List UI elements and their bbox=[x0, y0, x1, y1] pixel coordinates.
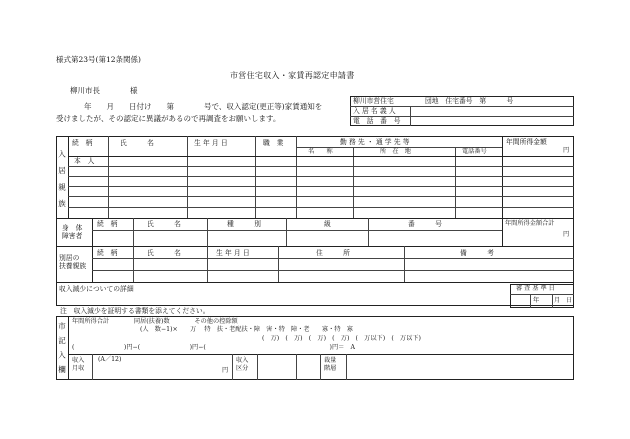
col-workplace: 勤 務 先 ・ 通 学 先 等 bbox=[340, 138, 410, 146]
income-class-label: 収入 区分 bbox=[236, 357, 249, 373]
disabled-col-type: 種 別 bbox=[227, 220, 261, 228]
col-birthdate: 生 年 月 日 bbox=[194, 139, 228, 147]
monthly-income-formula: (A／12) bbox=[98, 356, 122, 363]
total-income-unit: 円 bbox=[563, 231, 570, 238]
disabled-col-name: 氏 名 bbox=[147, 220, 181, 228]
disabled-col-number: 番 号 bbox=[408, 220, 442, 228]
monthly-income-yen: 円 bbox=[222, 367, 229, 374]
disabled-col-relation: 続 柄 bbox=[97, 220, 118, 228]
addressee: 柳川市長 様 bbox=[70, 86, 138, 95]
separate-col-name: 氏 名 bbox=[147, 249, 181, 257]
col-name: 氏 名 bbox=[120, 139, 154, 147]
city-line-3: ( 万) ( 万) ( 万) ( 万) ( 万以下) ( 万以下) bbox=[262, 335, 421, 342]
col-occupation: 職 業 bbox=[263, 139, 284, 147]
city-line-4: ( )円−( )円−( )円＝ A bbox=[72, 344, 356, 351]
separate-side-label: 別居の 扶養親族 bbox=[59, 254, 87, 271]
monthly-income-label: 収入 月収 bbox=[72, 357, 85, 373]
col-annual-income: 年間所得金額 bbox=[506, 138, 547, 146]
body-line-2: 受けましたが、その認定に異議があるので再調査をお願いします。 bbox=[56, 114, 281, 123]
separate-col-birthdate: 生 年 月 日 bbox=[216, 249, 250, 257]
separate-col-relation: 続 柄 bbox=[97, 249, 118, 257]
disabled-col-grade: 級 bbox=[324, 220, 331, 228]
col-workplace-phone: 電話番号 bbox=[462, 148, 487, 155]
col-workplace-name: 名 称 bbox=[308, 148, 333, 155]
review-date-label: 審 査 基 準 日 bbox=[516, 285, 555, 292]
body-line-1: 年 月 日付け 第 号で、収入認定(更正等)家賃通知を bbox=[84, 102, 323, 111]
city-line-2: (人 数−1)× 万 特 扶・老配扶・障 害・特 障・老 寡・特 寡 bbox=[140, 326, 353, 333]
footnote: 注 収入減少を証明する書類を添えてください。 bbox=[60, 307, 210, 315]
tenant-phone-label: 電 話 番 号 bbox=[353, 117, 401, 125]
form-number: 様式第23号(第12条関係) bbox=[56, 55, 141, 64]
city-line-1: 年間所得合計 同居(扶養)数 その他の控除額 bbox=[72, 318, 238, 325]
household-side-label: 入居親族 bbox=[57, 150, 67, 216]
tenant-house-number-label: 団地 住宅番号 第 号 bbox=[425, 97, 514, 105]
col-workplace-address: 所 在 地 bbox=[380, 148, 411, 155]
city-side-label: 市記入欄 bbox=[57, 322, 67, 380]
row-self-label: 本 人 bbox=[74, 157, 95, 165]
disabled-side-label: 身 体 障害者 bbox=[62, 224, 83, 241]
separate-col-note: 備 考 bbox=[460, 249, 494, 257]
review-date-year: 年 bbox=[533, 297, 540, 304]
total-income-label: 年間所得金額合計 bbox=[505, 220, 555, 227]
discretion-level-label: 裁量 階層 bbox=[324, 357, 337, 373]
separate-col-address: 住 所 bbox=[316, 249, 350, 257]
page-title: 市営住宅収入・家賃再認定申請書 bbox=[230, 71, 355, 80]
col-relation: 続 柄 bbox=[72, 139, 93, 147]
review-date-day: 日 bbox=[566, 297, 573, 304]
reduction-details-label: 収入減少についての詳細 bbox=[59, 285, 134, 293]
tenant-name-label: 入 居 名 義 人 bbox=[353, 107, 396, 115]
tenant-complex-label: 柳川市営住宅 bbox=[353, 97, 394, 105]
income-unit: 円 bbox=[563, 147, 570, 154]
review-date-month: 月 bbox=[554, 297, 561, 304]
